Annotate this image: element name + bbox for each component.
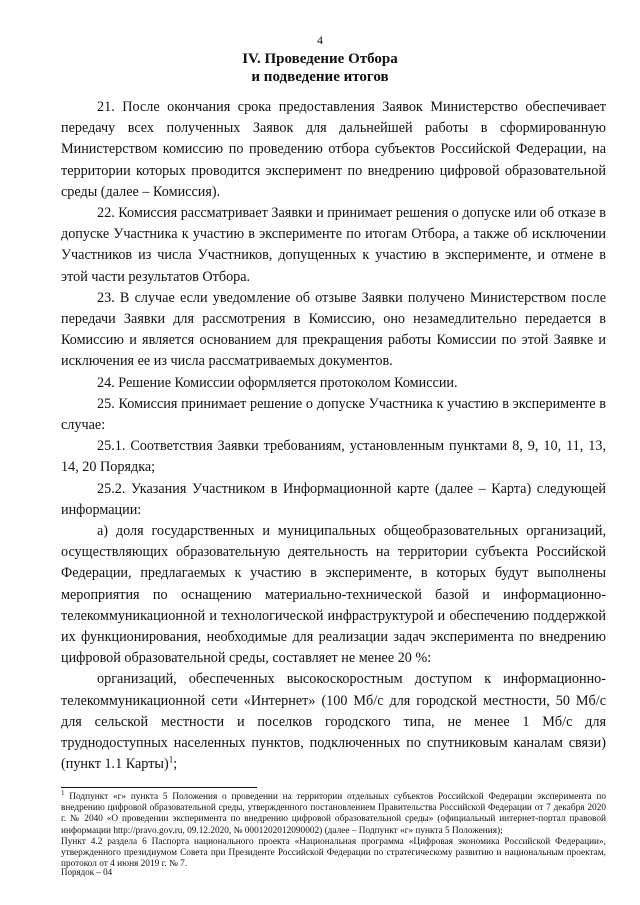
paragraph-internet-access-tail: ; xyxy=(173,756,178,773)
paragraph-25-1: 25.1. Соответствия Заявки требованиям, установленным пунктами 8, 9, 10, 11, 13, 14, 20 Порядка; xyxy=(61,438,606,476)
paragraph-25: 25. Комиссия принимает решение о допуске Участника к участию в эксперименте в случае: xyxy=(61,395,606,434)
paragraph-25-2: 25.2. Указания Участником в Информационной карте (далее – Карта) следующей информации: xyxy=(61,480,606,518)
paragraph-23: 23. В случае если уведомление об отзыве Заявки получено Министерством после передачи Заявки для рассмотрения в Комиссию, оно незамедлительно передается в Комиссию и является основанием для прекращения работы Комиссии по этой Заявке и исключения ее из числа рассматриваемых документов. xyxy=(61,289,606,370)
paragraph-22: 22. Комиссия рассматривает Заявки и принимает решения о допуске или об отказе в допуске Участника к участию в эксперименте по итогам Отбора, а также об исключении Участников из числа Участников, допущенных к участию в эксперименте, и отмене в этой части результатов Отбора. xyxy=(61,205,606,285)
document-body xyxy=(61,97,606,776)
footnote-separator xyxy=(61,787,257,788)
footnote-1-text: Подпункт «г» пункта 5 Положения о проведении на территории отдельных субъектов Российской Федерации эксперимента по внедрению цифровой образовательной среды, утвержденного постановлением Правительства Российской Федерации от 7 декабря 2020 г. № 2040 «О проведении эксперимента по внедрению цифровой образовательной среды» (официальный интернет-портал правовой информации http://pravo.gov.ru, 09.12.2020, № 0001202012090002) (далее – Подпункт «г» пункта 5 Положения); xyxy=(61,792,606,836)
section-title xyxy=(0,50,640,86)
page-number: 4 xyxy=(317,33,323,47)
paragraph-24: 24. Решение Комиссии оформляется протоколом Комиссии. xyxy=(97,374,458,391)
document-footer: Порядок – 04 xyxy=(61,867,113,877)
paragraph-internet-access-text: организаций, обеспеченных высокоскоростным доступом к информационно-телекоммуникационной сети «Интернет» (100 Мб/с для городской местности, 50 Мб/с для сельской местности и поселков городского типа, не менее 1 Мб/с для труднодоступных населенных пунктов, подключенных по спутниковым каналам связи) (пункт 1.1 Карты) xyxy=(61,671,606,773)
section-title-line-2: и подведение итогов xyxy=(251,69,389,85)
footnote-reference-1: 1 xyxy=(168,754,174,765)
paragraph-internet-access xyxy=(61,669,606,775)
paragraph-21: 21. После окончания срока предоставления Заявок Министерство обеспечивает передачу всех полученных Заявок для дальнейшей работы в сформированную Министерством комиссию по проведению отбора субъектов Российской Федерации, на территории которых проводится эксперимент по внедрению цифровой образовательной среды (далее – Комиссия). xyxy=(61,99,606,200)
footnote-1 xyxy=(61,788,606,837)
footnotes xyxy=(61,788,606,870)
section-title-line-1: IV. Проведение Отбора xyxy=(242,51,398,67)
footnote-1-mark: 1 xyxy=(61,788,65,797)
footnote-2: Пункт 4.2 раздела 6 Паспорта национального проекта «Национальная программа «Цифровая экономика Российской Федерации», утвержденного президиумом Совета при Президенте Российской Федерации по стратегическому развитию и национальным проектам, протокол от 4 июня 2019 г. № 7. xyxy=(61,836,606,870)
paragraph-25-2-a: а) доля государственных и муниципальных общеобразовательных организаций, осуществляющих образовательную деятельность на территории субъекта Российской Федерации, предлагаемых к участию в эксперименте, в которых будут выполнены мероприятия по оснащению материально-технической базой и информационно-телекоммуникационной и технологической инфраструктурой и обеспечению поддержкой их функционирования, необходимые для реализации задач эксперимента по внедрению цифровой образовательной среды, составляет не менее 20 %: xyxy=(61,523,606,667)
